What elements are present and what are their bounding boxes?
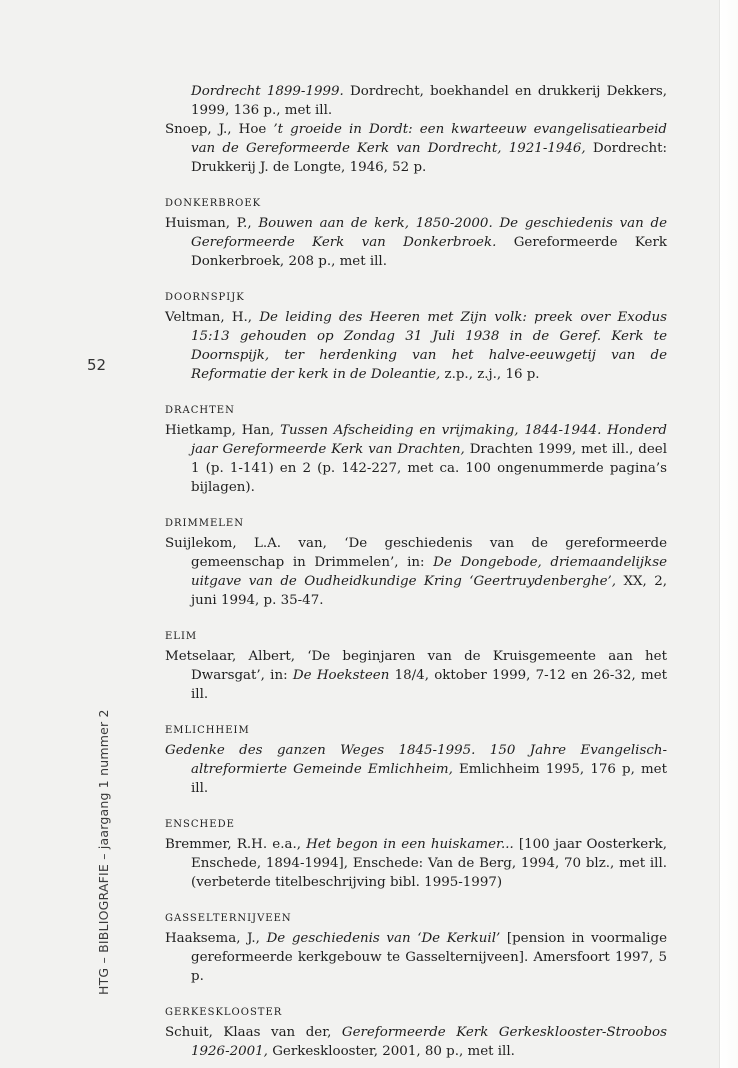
entry-text: [pension in voormalige gereformeerde kerkgebouw te Gasselternijveen]. Amersfoort 1997, 5 p. (191, 931, 667, 984)
bibliography-entry (165, 214, 667, 271)
bibliography-section (165, 911, 667, 986)
section-heading: DRIMMELEN (165, 518, 244, 529)
bibliography-entry (165, 929, 667, 986)
entry-title: Gereformeerde Kerk Gerkesklooster-Stroobos 1926-2001, (191, 1025, 667, 1059)
entry-title: Gedenke des ganzen Weges 1845-1995. 150 Jahre Evangelisch-altreformierte Gemeinde Emlichheim, (165, 743, 667, 777)
section-heading: DOORNSPIJK (165, 292, 245, 303)
entry-text: Gerkesklooster, 2001, 80 p., met ill. (267, 1044, 515, 1059)
bibliography-entry (165, 647, 667, 704)
bibliography-section (165, 817, 667, 892)
entry-text: Dordrecht, boekhandel en drukkerij Dekkers, 1999, 136 p., met ill. (191, 84, 667, 118)
bibliography-entry (165, 534, 667, 610)
entry-title: De leiding des Heeren met Zijn volk: preek over Exodus 15:13 gehouden op Zondag 31 Juli 1938 in de Geref. Kerk te Doornspijk, ter herdenking van het halve-eeuwgetij van de Reformatie der kerk in de Doleantie, (191, 310, 667, 382)
bibliography-section (165, 516, 667, 610)
section-heading: ELIM (165, 631, 198, 642)
bibliography-entry (165, 308, 667, 384)
entry-title: Dordrecht 1899-1999. (191, 84, 344, 99)
entry-text: [100 jaar Oosterkerk, Enschede, 1894-1994], Enschede: Van de Berg, 1994, 70 blz., met ill. (verbeterde titelbeschrijving bibl. 1995-1997) (191, 837, 667, 890)
section-heading: DONKERBROEK (165, 198, 262, 209)
bibliography-content (165, 82, 667, 1061)
bibliography-section (165, 723, 667, 798)
entry-text: Metselaar, Albert, ‘De beginjaren van de Kruisgemeente aan het Dwarsgat’, in: (165, 649, 667, 683)
bibliography-section (165, 629, 667, 704)
bibliography-entry (165, 120, 667, 177)
section-heading: ENSCHEDE (165, 819, 235, 830)
section-heading: EMLICHHEIM (165, 725, 250, 736)
entry-title: De Dongebode, driemaandelijkse uitgave van de Oudheidkundige Kring ‘Geertruydenberghe’, (191, 555, 667, 589)
bibliography-entry (165, 741, 667, 798)
section-heading: GERKESKLOOSTER (165, 1007, 283, 1018)
bibliography-entry (165, 82, 667, 120)
entry-title: Bouwen aan de kerk, 1850-2000. De geschiedenis van de Gereformeerde Kerk van Donkerbroek. (191, 216, 667, 250)
bibliography-section (165, 196, 667, 271)
entry-text: Suijlekom, L.A. van, ‘De geschiedenis van de gereformeerde gemeenschap in Drimmelen’, in: (165, 536, 667, 570)
entry-text: Veltman, H., (165, 310, 260, 325)
section-heading: DRACHTEN (165, 405, 235, 416)
entry-text: Drachten 1999, met ill., deel 1 (p. 1-141) en 2 (p. 142-227, met ca. 100 ongenummerde pagina’s bijlagen). (191, 442, 668, 495)
entry-title: Het begon in een huiskamer... (306, 837, 514, 852)
entry-text: Emlichheim 1995, 176 p, met ill. (191, 762, 667, 796)
bibliography-section (165, 82, 667, 177)
entry-text: Schuit, Klaas van der, (165, 1025, 342, 1040)
entry-title: De geschiedenis van ‘De Kerkuil’ (266, 931, 501, 946)
entry-text: Dordrecht: Drukkerij J. de Longte, 1946, 52 p. (191, 141, 667, 175)
entry-text: Snoep, J., Hoe (165, 122, 274, 137)
entry-title: Tussen Afscheiding en vrijmaking, 1844-1944. Honderd jaar Gereformeerde Kerk van Drachten, (191, 423, 667, 457)
bibliography-entry (165, 835, 667, 892)
entry-text: z.p., z.j., 16 p. (440, 367, 540, 382)
bibliography-entry (165, 421, 667, 497)
page-edge (719, 0, 738, 1068)
entry-text: XX, 2, juni 1994, p. 35-47. (191, 574, 667, 608)
bibliography-section (165, 403, 667, 497)
entry-title: ’t groeide in Dordt: een kwarteeuw evangelisatiearbeid van de Gereformeerde Kerk van Dordrecht, 1921-1946, (191, 122, 667, 156)
entry-text: Haaksema, J., (165, 931, 267, 946)
bibliography-section (165, 1005, 667, 1061)
entry-text: 18/4, oktober 1999, 7-12 en 26-32, met ill. (191, 668, 667, 702)
entry-text: Bremmer, R.H. e.a., (165, 837, 307, 852)
running-head: HTG – BIBLIOGRAFIE – jaargang 1 nummer 2 (96, 709, 111, 995)
entry-text: Hietkamp, Han, (165, 423, 281, 438)
entry-title: De Hoeksteen (292, 668, 390, 683)
entry-text: Gereformeerde Kerk Donkerbroek, 208 p., met ill. (191, 235, 667, 269)
bibliography-section (165, 290, 667, 384)
entry-text: Huisman, P., (165, 216, 259, 231)
section-heading: GASSELTERNIJVEEN (165, 913, 292, 924)
page-number: 52 (87, 356, 107, 374)
bibliography-entry (165, 1023, 667, 1061)
